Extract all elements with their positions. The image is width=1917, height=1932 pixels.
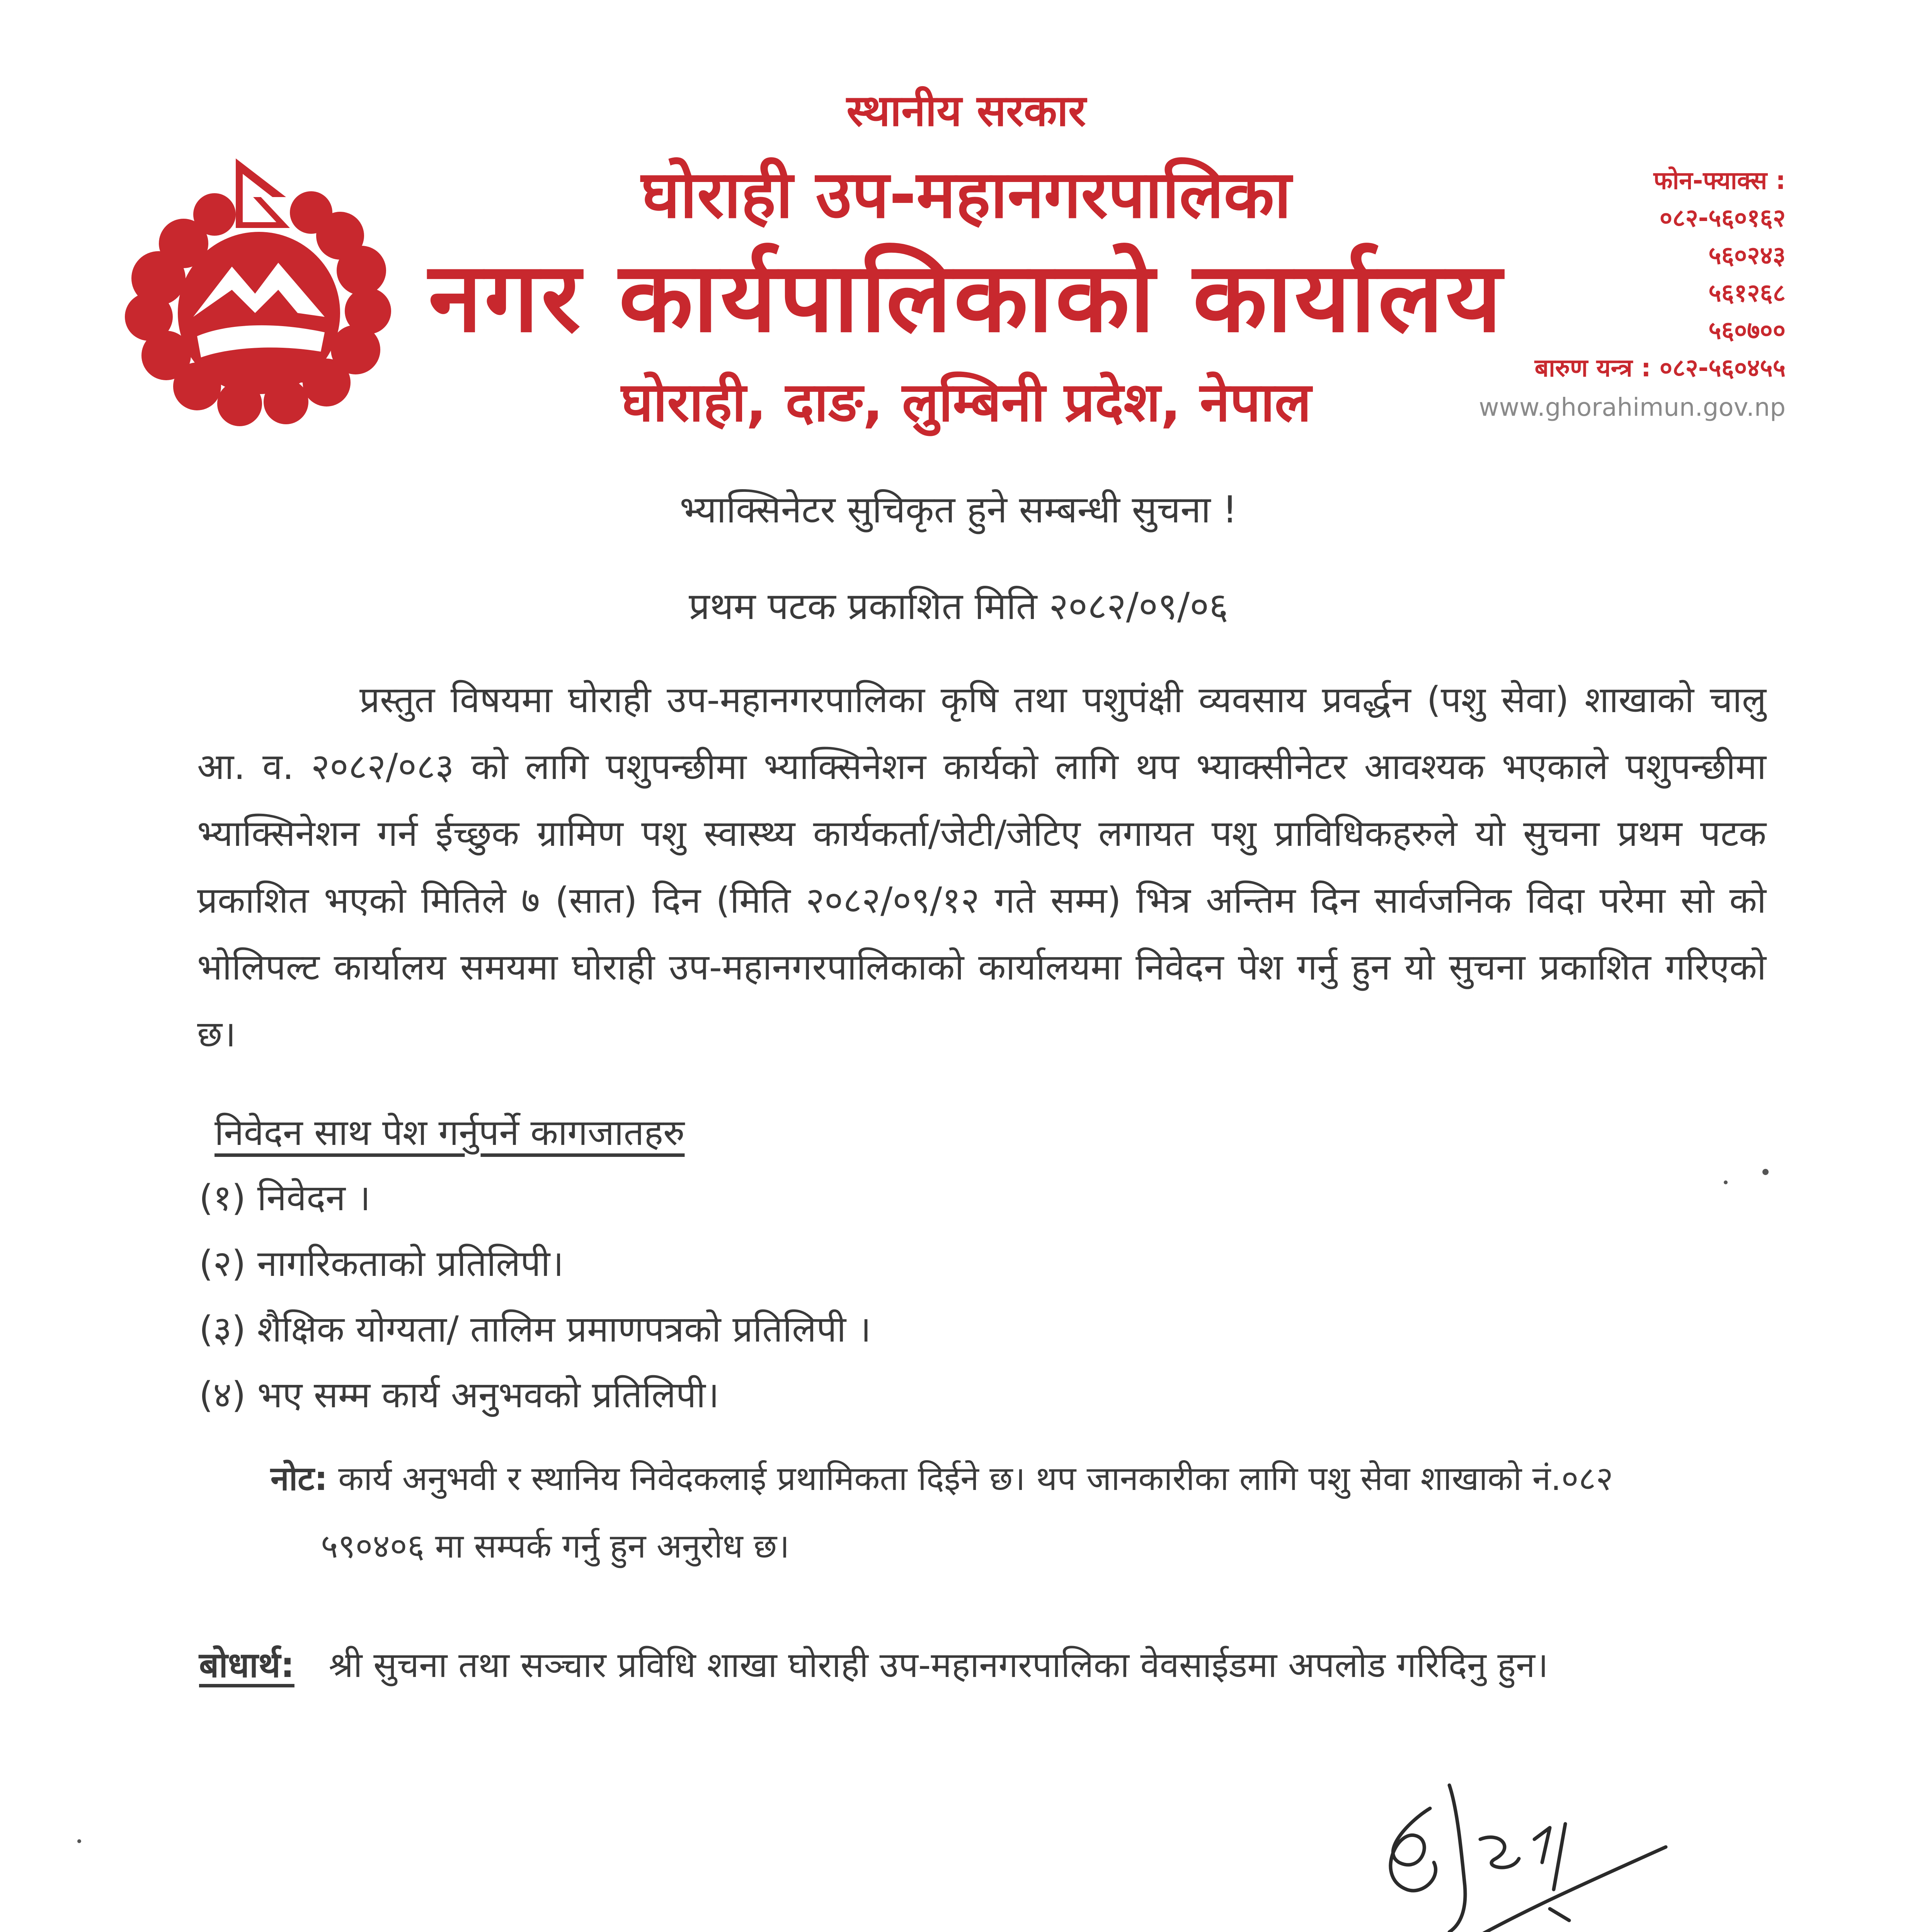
cc-line [199, 1640, 1548, 1687]
publication-date: प्रथम पटक प्रकाशित मिति २०८२/०९/०६ [688, 585, 1229, 628]
phone-number: ५६०२४३ [1708, 242, 1786, 270]
list-item: (१) निवेदन । [199, 1177, 371, 1219]
phone-number: ५६०७०० [1708, 316, 1786, 345]
required-documents-title: निवेदन साथ पेश गर्नुपर्ने कागजातहरु [215, 1112, 685, 1153]
note-block [271, 1445, 1770, 1580]
scan-speck [1762, 1169, 1769, 1175]
notice-subject: भ्याक्सिनेटर सुचिकृत हुने सम्बन्धी सुचना ! [679, 488, 1238, 531]
phone-number: ५६१२६८ [1708, 279, 1786, 308]
list-item: (२) नागरिकताको प्रतिलिपी। [199, 1243, 564, 1284]
municipality-name: घोराही उप-महानगरपालिका [641, 156, 1291, 233]
phone-number: ०८२-५६०१६२ [1659, 204, 1786, 233]
fire-engine-number: बारुण यन्त्र : ०८२-५६०४५५ [1534, 354, 1786, 383]
website-link[interactable]: www.ghorahimun.gov.np [1479, 393, 1786, 422]
cc-label: बोधार्थ: [199, 1645, 295, 1685]
list-item: (४) भए सम्म कार्य अनुभवको प्रतिलिपी। [199, 1374, 719, 1416]
note-label: नोट: [271, 1459, 328, 1498]
notice-body: प्रस्तुत विषयमा घोराही उप-महानगरपालिका कृषि तथा पशुपंक्षी व्यवसाय प्रवर्द्धन (पशु सेवा) शाखाको चालु आ. व. २०८२/०८३ को लागि पशुपन्छीमा भ्याक्सिनेशन कार्यको लागि थप भ्याक्सीनेटर आवश्यक भएकाले पशुपन्छीमा भ्याक्सिनेशन गर्न ईच्छुक ग्रामिण पशु स्वास्थ्य कार्यकर्ता/जेटी/जेटिए लगायत पशु प्राविधिकहरुले यो सुचना प्रथम पटक प्रकाशित भएको मितिले ७ (सात) दिन (मिति २०८२/०९/१२ गते सम्म) भित्र अन्तिम दिन सार्वजनिक विदा परेमा सो को भोलिपल्ट कार्यालय समयमा घोराही उप-महानगरपालिकाको कार्यालयमा निवेदन पेश गर्नु हुन यो सुचना प्रकाशित गरिएको छ। [197, 679, 1766, 1055]
signature [1333, 1762, 1674, 1932]
phone-fax-label: फोन-फ्याक्स : [1653, 167, 1786, 195]
office-name: नगर कार्यपालिकाको कार्यालय [428, 241, 1504, 354]
required-documents-list [199, 1165, 871, 1428]
nepal-emblem-icon [108, 151, 410, 429]
local-government-label: स्थानीय सरकार [846, 86, 1086, 136]
note-text: कार्य अनुभवी र स्थानिय निवेदकलाई प्रथामिकता दिईने छ। थप जानकारीका लागि पशु सेवा शाखाको नं.०८२ [338, 1459, 1613, 1498]
scan-speck [77, 1839, 81, 1843]
scan-speck [1724, 1180, 1728, 1184]
note-text-continued: ५९०४०६ मा सम्पर्क गर्नु हुन अनुरोध छ। [321, 1527, 790, 1566]
office-address: घोराही, दाङ, लुम्बिनी प्रदेश, नेपाल [621, 371, 1311, 434]
list-item: (३) शैक्षिक योग्यता/ तालिम प्रमाणपत्रको प्रतिलिपी । [199, 1308, 871, 1350]
cc-text: श्री सुचना तथा सञ्चार प्रविधि शाखा घोराही उप-महानगरपालिका वेवसाईडमा अपलोड गरिदिनु हुन। [329, 1645, 1549, 1685]
contact-block [1535, 162, 1786, 387]
